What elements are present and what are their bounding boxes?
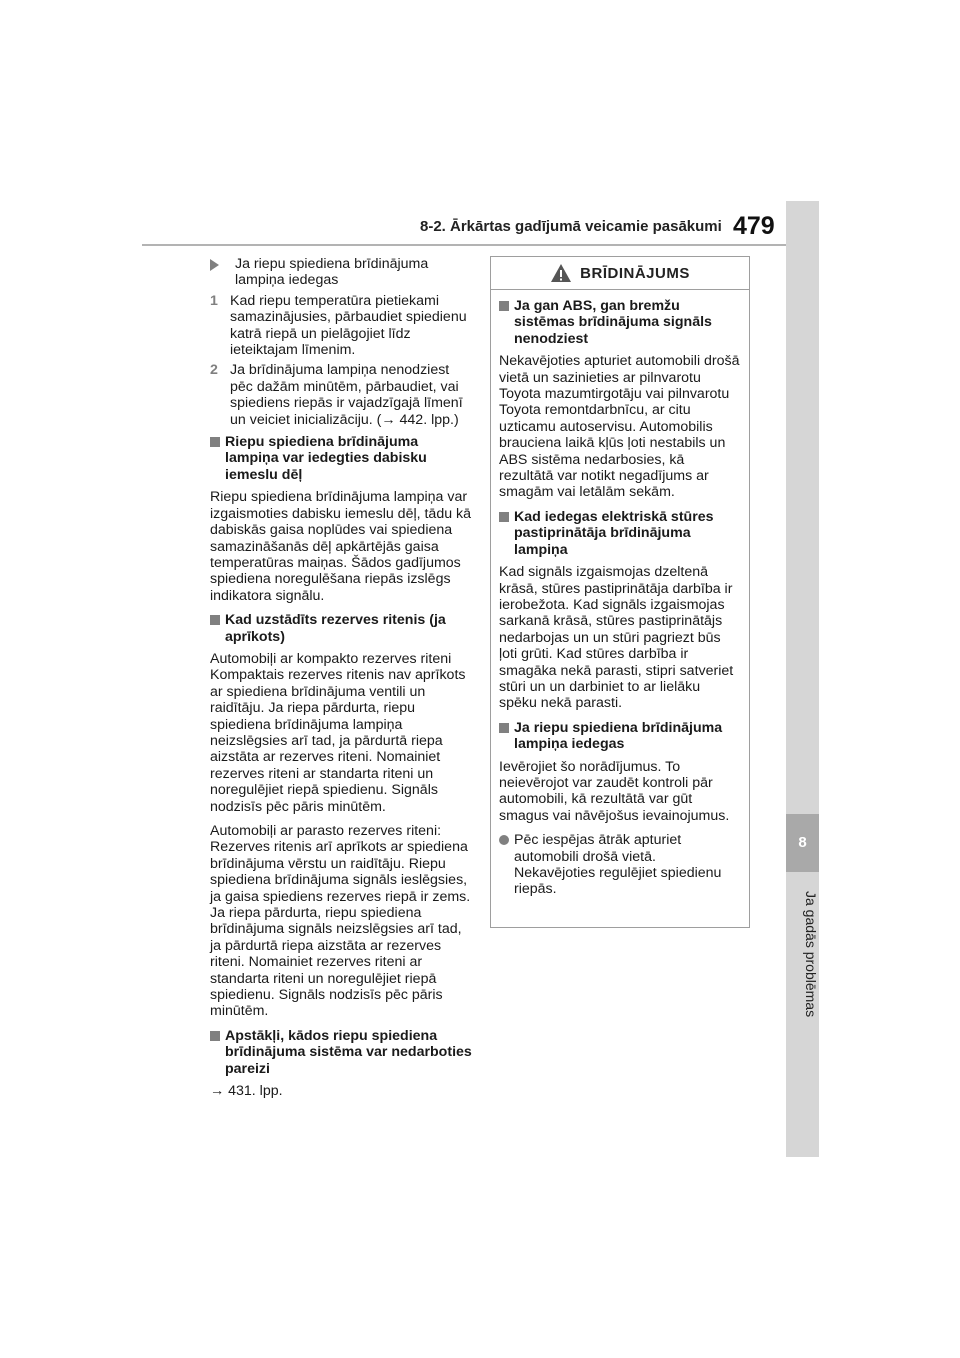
section-heading [210,434,472,483]
page-number: 479 [733,212,775,240]
round-bullet-icon [499,835,509,845]
square-bullet-icon [499,301,509,311]
warning-text: Nekavējoties apturiet automobili drošā vietā un sazinieties ar pilnvarotu Toyota mazumtirgotāju vai pilnvarotu Toyota remontdarbnīcu, ar citu uzticamu autoservisu. Automobilis brauciena laikā kļūs ļoti nestabils un ABS sistēma nedarbosies, kā rezultātā var notikt negadījums ar smagām vai letālām sekām. [499,353,740,501]
square-bullet-icon [210,1031,220,1041]
paragraph: Automobiļi ar parasto rezerves riteni: Rezerves ritenis arī aprīkots ar spiediena brīdinājuma vērstu un raidītāju. Riepu spiediena brīdinājuma signāls ieslēgsies, ja gaisa spiediens rezerves riepā ir zems. Ja riepa pārdurta, riepu spiediena brīdinājuma signāls neizslēgsies arī tad, ja pārdurtā riepa aizstāta ar rezerves riteni. Nomainiet rezerves riteni ar standarta riteni un noregulējiet riepā spiedienu. Signāls nodzisīs pēc pāris minūtēm. [210,823,471,1020]
square-bullet-icon [210,615,220,625]
bullet-text: Pēc iespējas ātrāk apturiet automobili drošā vietā. Nekavējoties regulējiet spiedienu riepās. [514,832,722,898]
warning-box [490,256,750,928]
heading-text: Apstākļi, kādos riepu spiediena brīdinājuma sistēma var nedarboties pareizi [225,1027,472,1077]
warning-heading [499,298,741,347]
lead-text: Ja riepu spiediena brīdinājuma lampiņa iedegas [235,256,429,289]
step-number: 2 [210,362,218,379]
chapter-label: Ja gadās problēmas [803,890,819,1018]
paragraph: Riepu spiediena brīdinājuma lampiņa var izgaismoties dabisku iemeslu dēļ, tādu kā dabiskās gaisa noplūdes vai spiediena samazināšanās dēļ apkārtējās gaisa temperatūras maiņas. Šādos gadījumos spiediena noregulēšana riepās izslēgs indikatora signālu. [210,489,472,604]
section-heading [210,1028,472,1077]
heading-text: Kad uzstādīts rezerves ritenis (ja aprīkots) [225,612,446,645]
step-number: 1 [210,292,218,309]
section-heading [210,612,472,645]
left-column [210,256,472,1108]
warning-heading [499,720,741,753]
triangle-right-icon [210,259,231,271]
heading-text: Riepu spiediena brīdinājuma lampiņa var iedegties dabisku iemeslu dēļ [225,434,427,483]
step-text: Kad riepu temperatūra pietiekami samazinājusies, pārbaudiet spiedienu katrā riepā un pielāgojiet līdz ieteiktajam līmenim. [230,292,467,359]
square-bullet-icon [210,437,220,447]
warning-text: Kad signāls izgaismojas dzeltenā krāsā, stūres pastiprinātāja darbība ir ierobežota. Kad signāls izgaismojas sarkanā krāsā, stūres pastiprinātājs nedarbojas un un stūri pagriezt būs ļoti grūti. Kad stūres darbība ir smagāka nekā parasti, stipri satveriet stūri un un darbiniet to ar lielāku spēku nekā parasti. [499,564,734,712]
heading-text: Ja riepu spiediena brīdinājuma lampiņa iedegas [514,719,723,753]
warning-text: Ievērojiet šo norādījumus. To neievērojot var zaudēt kontroli pār automobili, kā rezultātā var gūt smagus vai nāvējošus ievainojumus. [499,758,730,824]
square-bullet-icon [499,723,509,733]
step-text: Ja brīdinājuma lampiņa nenodziest pēc dažām minūtēm, pārbaudiet, vai spiediens riepās ir vajadzīgajā līmenī un veiciet inicializāciju. (→ 442. lpp.) [230,362,463,428]
heading-text: Kad iedegas elektriskā stūres pastiprinātāja brīdinājuma lampiņa [514,508,714,558]
section-title: 8-2. Ārkārtas gadījumā veicamie pasākumi [420,218,722,235]
warning-title: BRĪDINĀJUMS [580,264,690,282]
square-bullet-icon [499,512,509,522]
chapter-number: 8 [798,834,807,851]
warning-triangle-icon [550,263,572,283]
heading-text: Ja gan ABS, gan bremžu sistēmas brīdinājuma signāls nenodziest [514,298,712,347]
step-1 [210,293,472,359]
lead-item [210,256,472,289]
warning-bullet [499,832,741,898]
warning-header [491,257,749,290]
step-2 [210,362,472,428]
chapter-number-tab [786,814,819,872]
paragraph: Automobiļi ar kompakto rezerves riteni Kompaktais rezerves ritenis nav aprīkots ar spiediena brīdinājuma ventili un raidītāju. Ja riepa pārdurta, riepu spiediena brīdinājuma lampiņa neizslēgsies arī tad, ja pārdurtā riepa aizstāta ar rezerves riteni. Nomainiet rezerves riteni ar standarta riteni un noregulējiet riepā spiedienu. Signāls nodzisīs pēc pāris minūtēm. [210,650,466,815]
warning-body [491,290,749,898]
header-rule [142,244,786,246]
page-reference-link[interactable]: → 431. lpp. [210,1083,283,1100]
warning-heading [499,509,741,558]
